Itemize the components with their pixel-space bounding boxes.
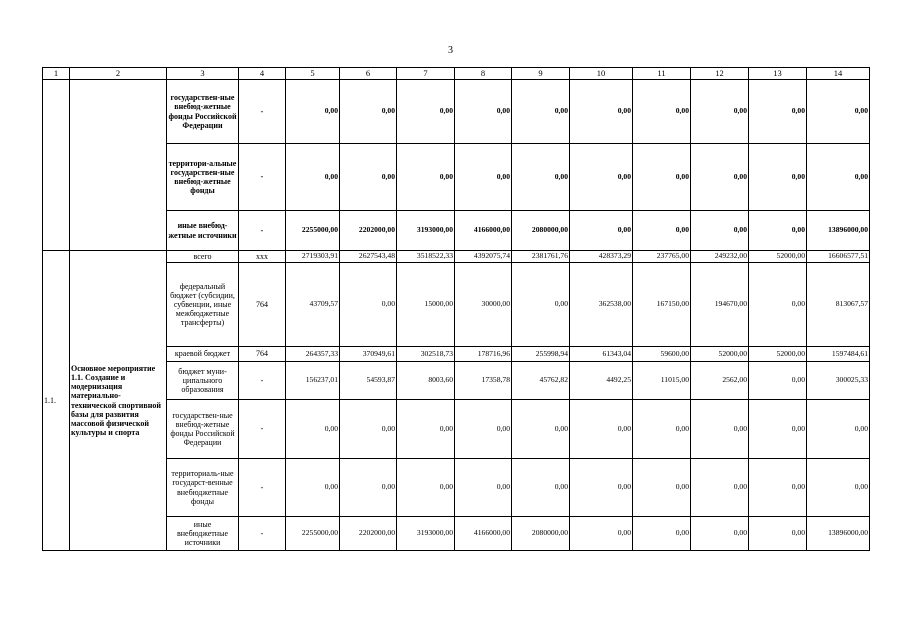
amount-cell: 0,00	[397, 459, 455, 517]
amount-cell: 255998,94	[512, 347, 570, 362]
amount-cell: 0,00	[633, 400, 691, 459]
column-number-cell: 8	[455, 68, 512, 80]
funding-source-cell: всего	[167, 251, 239, 263]
amount-cell: 0,00	[749, 263, 807, 347]
amount-cell: 2255000,00	[286, 211, 340, 251]
code-cell: -	[239, 80, 286, 144]
amount-cell: 52000,00	[691, 347, 749, 362]
code-cell: xxx	[239, 251, 286, 263]
column-number-cell: 3	[167, 68, 239, 80]
amount-cell: 2627543,48	[340, 251, 397, 263]
table-row	[43, 251, 870, 263]
amount-cell: 0,00	[340, 80, 397, 144]
amount-cell: 0,00	[570, 211, 633, 251]
amount-cell: 3193000,00	[397, 517, 455, 551]
amount-cell: 264357,33	[286, 347, 340, 362]
funding-source-cell: государствен-ные внебюд-жетные фонды Российской Федерации	[167, 400, 239, 459]
amount-cell: 0,00	[340, 400, 397, 459]
funding-source-cell: государствен-ные внебюд-жетные фонды Российской Федерации	[167, 80, 239, 144]
amount-cell: 0,00	[286, 80, 340, 144]
column-number-cell: 14	[807, 68, 870, 80]
column-number-cell: 11	[633, 68, 691, 80]
funding-source-cell: иные внебюджетные источники	[167, 517, 239, 551]
budget-table	[42, 67, 870, 551]
amount-cell: 0,00	[340, 263, 397, 347]
amount-cell: 2381761,76	[512, 251, 570, 263]
amount-cell: 2202000,00	[340, 517, 397, 551]
amount-cell: 3518522,33	[397, 251, 455, 263]
amount-cell: 0,00	[455, 144, 512, 211]
amount-cell: 0,00	[570, 80, 633, 144]
amount-cell: 178716,96	[455, 347, 512, 362]
table-row	[43, 144, 870, 211]
amount-cell: 0,00	[691, 80, 749, 144]
amount-cell: 2080000,00	[512, 517, 570, 551]
amount-cell: 43709,57	[286, 263, 340, 347]
table-row	[43, 362, 870, 400]
code-cell: -	[239, 144, 286, 211]
column-number-row	[43, 68, 870, 80]
table-row	[43, 211, 870, 251]
amount-cell: 0,00	[512, 80, 570, 144]
column-number-cell: 7	[397, 68, 455, 80]
amount-cell: 362538,00	[570, 263, 633, 347]
amount-cell: 13896000,00	[807, 517, 870, 551]
amount-cell: 16606577,51	[807, 251, 870, 263]
event-name-cell	[70, 80, 167, 251]
code-cell: -	[239, 459, 286, 517]
amount-cell: 0,00	[397, 400, 455, 459]
amount-cell: 813067,57	[807, 263, 870, 347]
event-name-cell: Основное мероприятие 1.1. Создание и модернизация материально-технической спортивной базы для развития массовой физической культуры и спорта	[70, 251, 167, 551]
amount-cell: 0,00	[455, 80, 512, 144]
funding-source-cell: иные внебюд-жетные источники	[167, 211, 239, 251]
amount-cell: 0,00	[340, 144, 397, 211]
amount-cell: 156237,01	[286, 362, 340, 400]
amount-cell: 0,00	[691, 400, 749, 459]
amount-cell: 0,00	[340, 459, 397, 517]
amount-cell: 4166000,00	[455, 211, 512, 251]
funding-source-cell: краевой бюджет	[167, 347, 239, 362]
amount-cell: 0,00	[807, 144, 870, 211]
amount-cell: 4166000,00	[455, 517, 512, 551]
amount-cell: 0,00	[570, 144, 633, 211]
amount-cell: 0,00	[286, 459, 340, 517]
code-cell: 764	[239, 347, 286, 362]
amount-cell: 0,00	[570, 400, 633, 459]
column-number-cell: 13	[749, 68, 807, 80]
amount-cell: 0,00	[455, 459, 512, 517]
funding-source-cell: территори-альные государствен-ные внебюд-жетные фонды	[167, 144, 239, 211]
row-number-cell	[43, 80, 70, 251]
column-number-cell: 9	[512, 68, 570, 80]
amount-cell: 59600,00	[633, 347, 691, 362]
amount-cell: 0,00	[633, 517, 691, 551]
amount-cell: 0,00	[749, 517, 807, 551]
amount-cell: 0,00	[633, 80, 691, 144]
amount-cell: 0,00	[807, 400, 870, 459]
amount-cell: 45762,82	[512, 362, 570, 400]
amount-cell: 0,00	[512, 459, 570, 517]
table-row	[43, 459, 870, 517]
table-row	[43, 347, 870, 362]
amount-cell: 30000,00	[455, 263, 512, 347]
amount-cell: 11015,00	[633, 362, 691, 400]
amount-cell: 0,00	[397, 144, 455, 211]
amount-cell: 300025,33	[807, 362, 870, 400]
row-number-cell: 1.1.	[43, 251, 70, 551]
amount-cell: 0,00	[749, 400, 807, 459]
amount-cell: 52000,00	[749, 251, 807, 263]
amount-cell: 4392075,74	[455, 251, 512, 263]
amount-cell: 0,00	[807, 459, 870, 517]
amount-cell: 15000,00	[397, 263, 455, 347]
table-row	[43, 263, 870, 347]
funding-source-cell: территориаль-ные государст-венные внебюджетные фонды	[167, 459, 239, 517]
amount-cell: 13896000,00	[807, 211, 870, 251]
amount-cell: 0,00	[455, 400, 512, 459]
amount-cell: 0,00	[633, 459, 691, 517]
amount-cell: 0,00	[749, 362, 807, 400]
amount-cell: 0,00	[286, 144, 340, 211]
amount-cell: 0,00	[691, 211, 749, 251]
amount-cell: 237765,00	[633, 251, 691, 263]
column-number-cell: 6	[340, 68, 397, 80]
code-cell: -	[239, 362, 286, 400]
funding-source-cell: федеральный бюджет (субсидии, субвенции, иные межбюджетные трансферты)	[167, 263, 239, 347]
amount-cell: 0,00	[397, 80, 455, 144]
amount-cell: 194670,00	[691, 263, 749, 347]
amount-cell: 54593,87	[340, 362, 397, 400]
code-cell: -	[239, 211, 286, 251]
amount-cell: 0,00	[570, 459, 633, 517]
funding-source-cell: бюджет муни-ципального образования	[167, 362, 239, 400]
table-row	[43, 80, 870, 144]
amount-cell: 61343,04	[570, 347, 633, 362]
amount-cell: 17358,78	[455, 362, 512, 400]
amount-cell: 0,00	[633, 144, 691, 211]
amount-cell: 0,00	[633, 211, 691, 251]
amount-cell: 0,00	[691, 517, 749, 551]
page-number: 3	[448, 45, 453, 56]
column-number-cell: 5	[286, 68, 340, 80]
amount-cell: 0,00	[691, 144, 749, 211]
code-cell: -	[239, 400, 286, 459]
amount-cell: 167150,00	[633, 263, 691, 347]
amount-cell: 0,00	[749, 211, 807, 251]
column-number-cell: 12	[691, 68, 749, 80]
amount-cell: 0,00	[691, 459, 749, 517]
amount-cell: 2255000,00	[286, 517, 340, 551]
column-number-cell: 2	[70, 68, 167, 80]
amount-cell: 4492,25	[570, 362, 633, 400]
column-number-cell: 10	[570, 68, 633, 80]
amount-cell: 0,00	[512, 263, 570, 347]
amount-cell: 2562,00	[691, 362, 749, 400]
amount-cell: 2202000,00	[340, 211, 397, 251]
amount-cell: 302518,73	[397, 347, 455, 362]
amount-cell: 0,00	[807, 80, 870, 144]
amount-cell: 1597484,61	[807, 347, 870, 362]
amount-cell: 249232,00	[691, 251, 749, 263]
code-cell: -	[239, 517, 286, 551]
amount-cell: 0,00	[749, 80, 807, 144]
amount-cell: 370949,61	[340, 347, 397, 362]
amount-cell: 428373,29	[570, 251, 633, 263]
amount-cell: 0,00	[512, 144, 570, 211]
table-row	[43, 400, 870, 459]
amount-cell: 52000,00	[749, 347, 807, 362]
amount-cell: 8003,60	[397, 362, 455, 400]
amount-cell: 0,00	[749, 459, 807, 517]
amount-cell: 2719303,91	[286, 251, 340, 263]
amount-cell: 0,00	[286, 400, 340, 459]
amount-cell: 2080000,00	[512, 211, 570, 251]
amount-cell: 0,00	[570, 517, 633, 551]
amount-cell: 0,00	[512, 400, 570, 459]
amount-cell: 3193000,00	[397, 211, 455, 251]
table-row	[43, 517, 870, 551]
column-number-cell: 4	[239, 68, 286, 80]
code-cell: 764	[239, 263, 286, 347]
column-number-cell: 1	[43, 68, 70, 80]
amount-cell: 0,00	[749, 144, 807, 211]
